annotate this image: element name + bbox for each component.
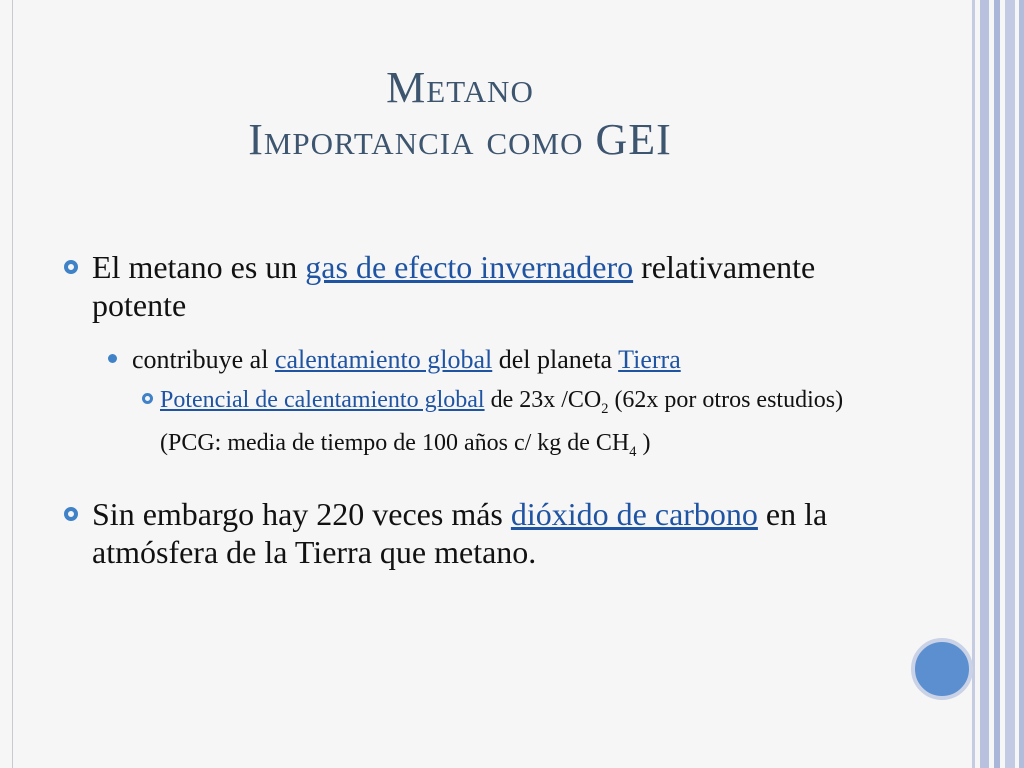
slide-title xyxy=(0,62,920,166)
ring-bullet-icon xyxy=(64,260,78,274)
rail xyxy=(980,0,989,768)
link-calentamiento-global[interactable]: calentamiento global xyxy=(274,345,493,374)
ring-bullet-icon xyxy=(142,393,153,404)
bullet-text: contribuye al xyxy=(132,345,275,374)
link-potencial-calentamiento-global[interactable]: Potencial de calentamiento global xyxy=(160,387,485,413)
title-line-2: Importancia como GEI xyxy=(248,115,672,164)
bullet-level-1 xyxy=(60,248,900,324)
ring-bullet-icon xyxy=(64,507,78,521)
title-line-1: Metano xyxy=(386,63,534,112)
rail xyxy=(994,0,1000,768)
bullet-text: del planeta xyxy=(492,345,619,374)
bullet-text: de 23x /CO xyxy=(484,387,602,413)
bullet-level-1 xyxy=(60,495,900,571)
link-dioxido-de-carbono[interactable]: dióxido de carbono xyxy=(510,495,758,532)
slide-content xyxy=(60,248,900,571)
bullet-level-3 xyxy=(60,383,900,469)
rail xyxy=(972,0,975,768)
bullet-text: (62x por otros estudios) (PCG: media de tiempo de 100 años c/ kg de CH xyxy=(160,387,844,456)
decorative-rails xyxy=(972,0,1024,768)
rail xyxy=(1005,0,1015,768)
bullet-level-2 xyxy=(60,344,900,375)
rail xyxy=(1019,0,1024,768)
bullet-text: ) xyxy=(636,429,651,456)
subscript: 4 xyxy=(629,443,637,460)
dot-bullet-icon xyxy=(108,354,117,363)
link-tierra[interactable]: Tierra xyxy=(618,345,681,374)
bullet-text: El metano es un xyxy=(92,249,306,285)
decorative-circle xyxy=(911,638,973,700)
subscript: 2 xyxy=(601,400,609,417)
bullet-text: en la atmósfera de la Tierra que metano. xyxy=(92,495,828,570)
bullet-text: relativamente potente xyxy=(92,249,816,323)
bullet-text: Sin embargo hay 220 veces más xyxy=(92,495,511,532)
link-gas-efecto-invernadero[interactable]: gas de efecto invernadero xyxy=(305,249,634,285)
